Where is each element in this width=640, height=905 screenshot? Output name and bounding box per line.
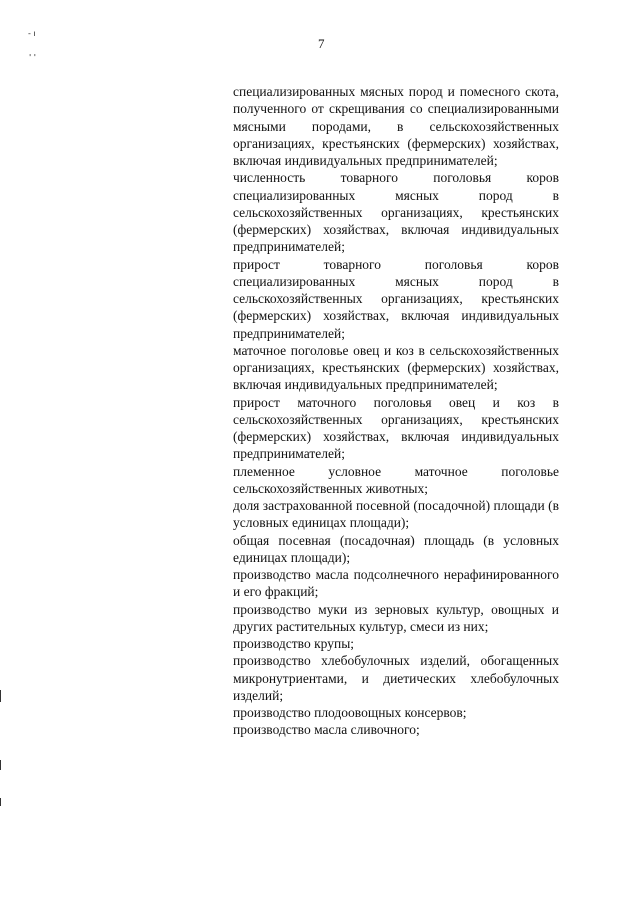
list-item-insured-sown-area-share: доля застрахованной посевной (посадочной) площади (в условных единицах площади);	[233, 498, 559, 531]
list-item-meat-breed-livestock: специализированных мясных пород и помесного скота, полученного от скрещивания со специализированными мясными породами, в сельскохозяйственных организациях, крестьянских (фермерских) хозяйствах, включая индивидуальных предпринимателей;	[233, 84, 559, 168]
scan-mark-second: ' '	[29, 53, 36, 62]
list-item-butter-production: производство масла сливочного;	[233, 722, 420, 738]
list-item-groats-production: производство крупы;	[233, 636, 355, 651]
list-item-total-sown-area: общая посевная (посадочная) площадь (в условных единицах площади);	[233, 532, 559, 565]
list-item-commercial-cows-growth: прирост товарного поголовья коров специализированных мясных пород в сельскохозяйственных организациях, крестьянских (фермерских) хозяйствах, включая индивидуальных предпринимателей;	[233, 256, 559, 341]
scan-edge-line	[0, 690, 1, 702]
list-item-sheep-goats-growth: прирост маточного поголовья овец и коз в сельскохозяйственных организациях, крестьянских (фермерских) хозяйствах, включая индивидуальных предпринимателей;	[233, 394, 559, 462]
page-number: 7	[318, 36, 325, 51]
scan-edge-line	[0, 760, 1, 770]
scan-edge-line	[0, 798, 1, 806]
list-item-commercial-cows-count: численность товарного поголовья коров специализированных мясных пород в сельскохозяйственных организациях, крестьянских (фермерских) хозяйствах, включая индивидуальных предпринимателей;	[233, 170, 559, 255]
document-body	[233, 83, 559, 739]
list-item-sheep-goats-breeding-stock: маточное поголовье овец и коз в сельскохозяйственных организациях, крестьянских (фермерских) хозяйствах, включая индивидуальных предпринимателей;	[233, 342, 559, 393]
list-item-sunflower-oil-production: производство масла подсолнечного нерафинированного и его фракций;	[233, 567, 559, 600]
scan-mark-top: - ı	[28, 29, 36, 38]
list-item-flour-production: производство муки из зерновых культур, овощных и других растительных культур, смеси из них;	[233, 601, 559, 634]
list-item-pedigree-livestock: племенное условное маточное поголовье сельскохозяйственных животных;	[233, 463, 559, 496]
list-item-canned-fruit-vegetables: производство плодоовощных консервов;	[233, 705, 467, 720]
list-item-bakery-production: производство хлебобулочных изделий, обогащенных микронутриентами, и диетических хлебобулочных изделий;	[233, 653, 559, 703]
